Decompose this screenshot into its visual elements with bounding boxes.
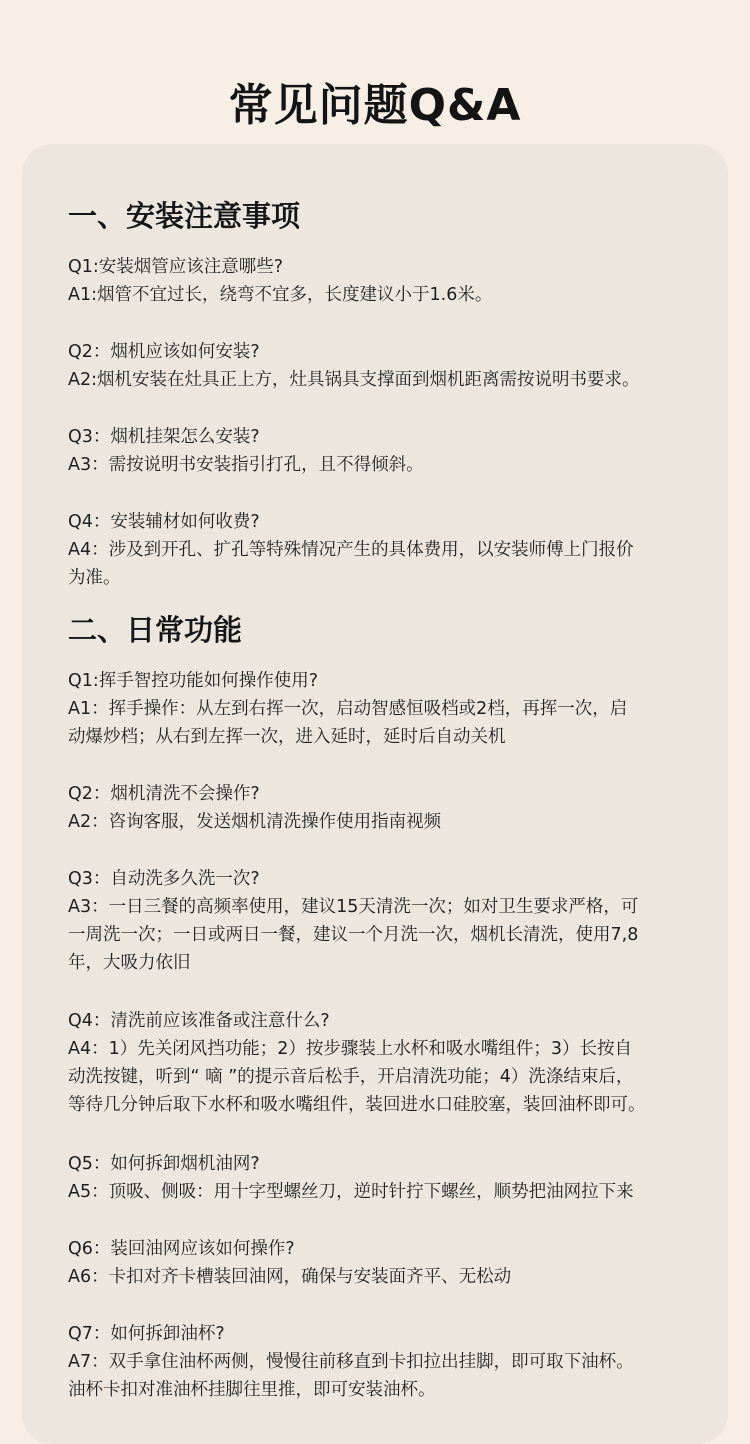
section-heading: 二、日常功能 — [68, 613, 243, 647]
faq-item — [68, 1007, 708, 1119]
answer-line: A4：涉及到开孔、扩孔等特殊情况产生的具体费用，以安装师傅上门报价 — [68, 540, 634, 560]
section-installation — [68, 196, 300, 236]
answer-line: A2：咨询客服，发送烟机清洗操作使用指南视频 — [68, 812, 442, 832]
question: Q2：烟机清洗不会操作? — [68, 784, 260, 804]
faq-item — [68, 508, 708, 592]
question: Q1:挥手智控功能如何操作使用? — [68, 671, 319, 691]
answer-line: 为准。 — [68, 568, 121, 588]
answer-line: A5：顶吸、侧吸：用十字型螺丝刀，逆时针拧下螺丝，顺势把油网拉下来 — [68, 1182, 634, 1202]
answer-line: 动洗按键，听到“ 嘀 ”的提示音后松手，开启清洗功能；4）洗涤结束后， — [68, 1067, 634, 1087]
faq-item — [68, 1235, 708, 1291]
faq-item — [68, 780, 708, 836]
question: Q7：如何拆卸油杯? — [68, 1324, 225, 1344]
question: Q2：烟机应该如何安装? — [68, 342, 260, 362]
answer-line: A3：需按说明书安装指引打孔，且不得倾斜。 — [68, 455, 424, 475]
answer-line: A4：1）先关闭风挡功能；2）按步骤装上水杯和吸水嘴组件；3）长按自 — [68, 1039, 633, 1059]
answer-line: 动爆炒档；从右到左挥一次，进入延时，延时后自动关机 — [68, 727, 506, 747]
question: Q5：如何拆卸烟机油网? — [68, 1154, 260, 1174]
answer-line: A6：卡扣对齐卡槽装回油网，确保与安装面齐平、无松动 — [68, 1267, 512, 1287]
faq-item — [68, 1320, 708, 1404]
question: Q6：装回油网应该如何操作? — [68, 1239, 295, 1259]
faq-item — [68, 865, 708, 977]
answer-line: 油杯卡扣对准油杯挂脚往里推，即可安装油杯。 — [68, 1380, 436, 1400]
answer-line: 等待几分钟后取下水杯和吸水嘴组件，装回进水口硅胶塞，装回油杯即可。 — [68, 1095, 646, 1115]
answer-line: 一周洗一次；一日或两日一餐，建议一个月洗一次，烟机长清洗，使用7,8 — [68, 925, 639, 945]
answer-line: 年，大吸力依旧 — [68, 953, 191, 973]
question: Q1:安装烟管应该注意哪些? — [68, 257, 284, 277]
section-heading: 一、安装注意事项 — [68, 199, 301, 233]
faq-item — [68, 423, 708, 479]
section-daily-functions — [68, 610, 242, 650]
question: Q4：清洗前应该准备或注意什么? — [68, 1011, 330, 1031]
answer-line: A2:烟机安装在灶具正上方，灶具锅具支撑面到烟机距离需按说明书要求。 — [68, 370, 640, 390]
faq-item — [68, 1150, 708, 1206]
question: Q3：自动洗多久洗一次? — [68, 869, 260, 889]
question: Q3：烟机挂架怎么安装? — [68, 427, 260, 447]
answer-line: A1:烟管不宜过长，绕弯不宜多，长度建议小于1.6米。 — [68, 285, 493, 305]
answer-line: A7：双手拿住油杯两侧，慢慢往前移直到卡扣拉出挂脚，即可取下油杯。 — [68, 1352, 634, 1372]
page-title: 常见问题Q&A — [228, 80, 522, 131]
answer-line: A3：一日三餐的高频率使用，建议15天清洗一次；如对卫生要求严格，可 — [68, 897, 639, 917]
faq-item — [68, 667, 708, 751]
question: Q4：安装辅材如何收费? — [68, 512, 260, 532]
faq-item — [68, 253, 708, 309]
faq-item — [68, 338, 708, 394]
answer-line: A1：挥手操作：从左到右挥一次，启动智感恒吸档或2档，再挥一次，启 — [68, 699, 628, 719]
